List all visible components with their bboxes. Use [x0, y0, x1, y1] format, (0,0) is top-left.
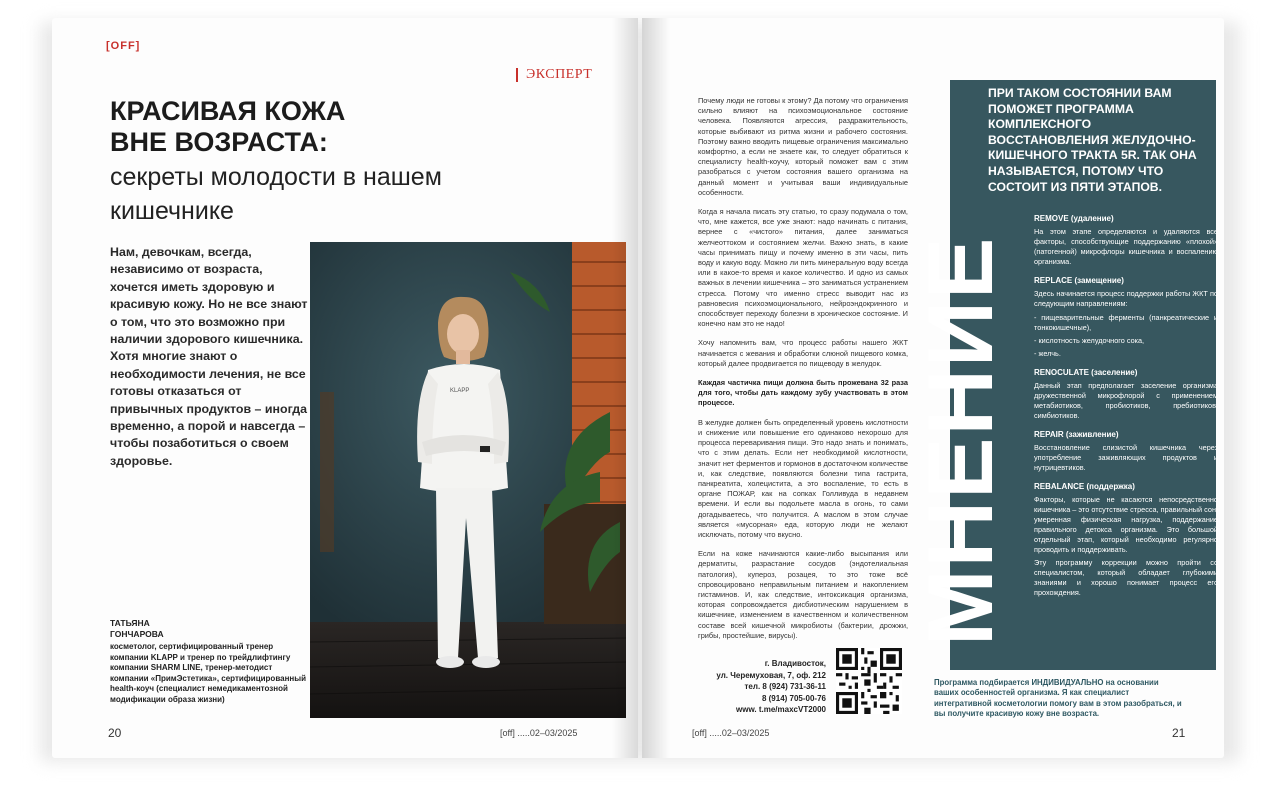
author-first-name: ТАТЬЯНА [110, 618, 150, 628]
article-column [698, 96, 908, 650]
stage-rebalance [1034, 482, 1218, 555]
title-line-2: ВНЕ ВОЗРАСТА: [110, 127, 328, 157]
stage-title: REPAIR (заживление) [1034, 430, 1119, 439]
contact-address: ул. Черемуховая, 7, оф. 212 [716, 670, 826, 680]
author-photo [310, 242, 626, 718]
stage-repair [1034, 430, 1218, 473]
contact-phone-2: 8 (914) 705-00-76 [761, 693, 826, 703]
paragraph-3: Хочу напомнить вам, что процесс работы нашего ЖКТ начинается с жевания и обработки слюной пищевого комка, который далее продвигается по пищеводу в желудок. [698, 338, 908, 368]
paragraph-2: Когда я начала писать эту статью, то сразу подумала о том, что, мне кажется, все уже знают: надо начинать с питания, вернее с «чистого» питания, далее заниматься желчеоттоком и состоянием желчи. Важно знать, в какие часы принимать пищу и почему именно в эти часы, пить воду и какую воду. Можно ли пить минеральную воду всегда или в какое-то время и какое количество. И одно из самых важных в лечении кишечника – это заниматься устранением стресса. Потому что именно стресс выводит нас из равновесия психоэмоционального, нейроэндокринного и способствует переходу болезни в хроническое состояние. И конечно нам это не надо! [698, 207, 908, 329]
right-page [642, 18, 1224, 758]
article-title [110, 96, 345, 158]
stage-text: Факторы, которые не касаются непосредственно кишечника – это отсутствие стресса, правильный сон, умеренная физическая нагрузка, поддержание правильного детокса организма. Это большой отдельный этап, который необходимо регулярно проводить и поддерживать. [1034, 495, 1218, 554]
bottom-note: Программа подбирается ИНДИВИДУАЛЬНО на основании ваших особенностей организма. Я как специалист интегративной косметологии помогу вам в этом разобраться, и вы получите красивую кожу вне возраста. [934, 678, 1182, 719]
big-vertical-word [896, 228, 1026, 648]
stage-title: RENOCULATE (заселение) [1034, 368, 1138, 377]
gutter-shadow-right [642, 18, 670, 758]
stage-text: Данный этап предполагает заселение организма дружественной микрофлорой с применением метабиотиков, пробиотиков, пребиотиков, симбиотиков. [1034, 381, 1218, 420]
replace-item: - кислотность желудочного сока, [1034, 336, 1145, 345]
article-subtitle [110, 160, 530, 228]
section-label: ЭКСПЕРТ [516, 68, 592, 82]
uniform-logo: KLAPP [450, 388, 470, 394]
stage-text: На этом этапе определяются и удаляются все факторы, способствующие поддержанию «плохой» (патогенной) микрофлоры кишечника и воспалению организма. [1034, 227, 1218, 266]
stage-title: REBALANCE (поддержка) [1034, 482, 1135, 491]
stage-renoculate [1034, 368, 1218, 421]
replace-item: - желчь. [1034, 349, 1061, 358]
stages-list [1034, 214, 1218, 598]
stage-title: REMOVE (удаление) [1034, 214, 1114, 223]
subtitle-line-1: секреты молодости в нашем [110, 163, 442, 191]
title-line-1: КРАСИВАЯ КОЖА [110, 96, 346, 126]
stages-outro: Эту программу коррекции можно пройти со специалистом, который обладает глубокими знаниями и хорошо понимает процесс его прохождения. [1034, 558, 1218, 597]
contact-city: г. Владивосток, [764, 659, 826, 668]
page-number-left: 20 [108, 726, 122, 740]
subtitle-line-2: кишечнике [110, 197, 234, 225]
stage-remove [1034, 214, 1218, 267]
footer-left: [off] .....02–03/2025 [500, 728, 578, 738]
contact-block [698, 658, 826, 716]
lead-paragraph: Нам, девочкам, всегда, независимо от возраста, хочется иметь здоровую и красивую кожу. Но не все знают о том, что это возможно при наличии здорового кишечника. Хотя многие знают о необходимости лечения, не все готовы отказаться от привычных продуктов – иногда временно, а порой и навсегда – чтобы позаботиться о своем здоровье. [110, 245, 308, 468]
paragraph-6: Если на коже начинаются какие-либо высыпания или дерматиты, разрастание сосудов (эндотелиальная патология), купероз, розацея, то это тоже всё спровоцировано неправильным питанием и накоплением гистаминов. И, как следствие, интоксикация организма, которая сопровождается дисбиотическим нарушением в кишечнике, изменением в качественном и количественном составе всей кишечной микробиоты (бактерии, дрожжи, грибы, простейшие, вирусы). [698, 549, 908, 640]
photo-illustration [310, 242, 626, 718]
paragraph-highlight: Каждая частичка пищи должна быть прожевана 32 раза для того, чтобы дать каждому зубу участвовать в этом процессе. [698, 378, 908, 408]
big-word-text: МНЕНИЕ [910, 235, 1012, 646]
replace-item: - пищеварительные ферменты (панкреатические и тонкокишечные), [1034, 313, 1218, 332]
stage-text: Здесь начинается процесс поддержки работы ЖКТ по следующим направлениям: [1034, 289, 1218, 308]
gutter-shadow-left [612, 18, 638, 758]
author-bio: косметолог, сертифицированный тренер компании KLAPP и тренер по трейдлифтингу компании SHARM LINE, тренер-методист компании «ПримЭстетика», сертифицированный health-коуч (специалист немедикаментозной модификации образа жизни) [110, 642, 306, 704]
left-page [52, 18, 638, 758]
contact-link[interactable]: www. t.me/maxcVT2000 [736, 705, 826, 715]
stage-text: Восстановление слизистой кишечника через употребление заживляющих продуктов и нутрицевтиков. [1034, 443, 1218, 472]
footer-right: [off] .....02–03/2025 [692, 728, 770, 738]
paragraph-1: Почему люди не готовы к этому? Да потому что ограничения сильно влияют на психоэмоциональное состояние человека. Появляются агрессия, раздражительность, которые выбивают из ритма жизни и рабочего состояния. Поэтому важно вводить пищевые ограничения максимально комфортно, а если не знаете как, то следует обратиться к специалисту health-коучу, который поможет вам с этим разобраться с учетом состояния вашего организма на данный момент и учитывая ваши индивидуальные особенности. [698, 96, 908, 197]
author-last-name: ГОНЧАРОВА [110, 629, 164, 639]
paragraph-5: В желудке должен быть определенный уровень кислотности и снижение или повышение его одинаково нехорошо для процесса переваривания пищи. Это надо знать и понимать, что с этим делать. Если нет необходимой кислотности, значит нет ферментов и гормонов в достаточном количестве и, как следствие, появляются болезни типа гастрита, панкреатита, холецистита, а это воспаление, то есть в органе ПОЖАР, как на сопках Голливуда в недавнем времени. И если вы подольете масла в огонь, то сами догадываетесь, что получится. А маслом в этом случае является «мусорная» еда, которую люди не желают исключать, потому что вкусно. [698, 417, 908, 539]
author-name [110, 618, 164, 640]
page-number-right: 21 [1172, 726, 1186, 740]
sidebar-heading: ПРИ ТАКОМ СОСТОЯНИИ ВАМ ПОМОЖЕТ ПРОГРАММА КОМПЛЕКСНОГО ВОССТАНОВЛЕНИЯ ЖЕЛУДОЧНО-КИШЕЧНОГО ТРАКТА 5R. ТАК ОНА НАЗЫВАЕТСЯ, ПОТОМУ ЧТО СОСТОИТ ИЗ ПЯТИ ЭТАПОВ. [988, 86, 1197, 194]
contact-phone-1: тел. 8 (924) 731-36-11 [744, 682, 826, 692]
stage-title: REPLACE (замещение) [1034, 276, 1124, 285]
qr-code[interactable] [836, 648, 902, 714]
magazine-logo: [OFF] [106, 40, 141, 52]
stage-replace [1034, 276, 1218, 359]
